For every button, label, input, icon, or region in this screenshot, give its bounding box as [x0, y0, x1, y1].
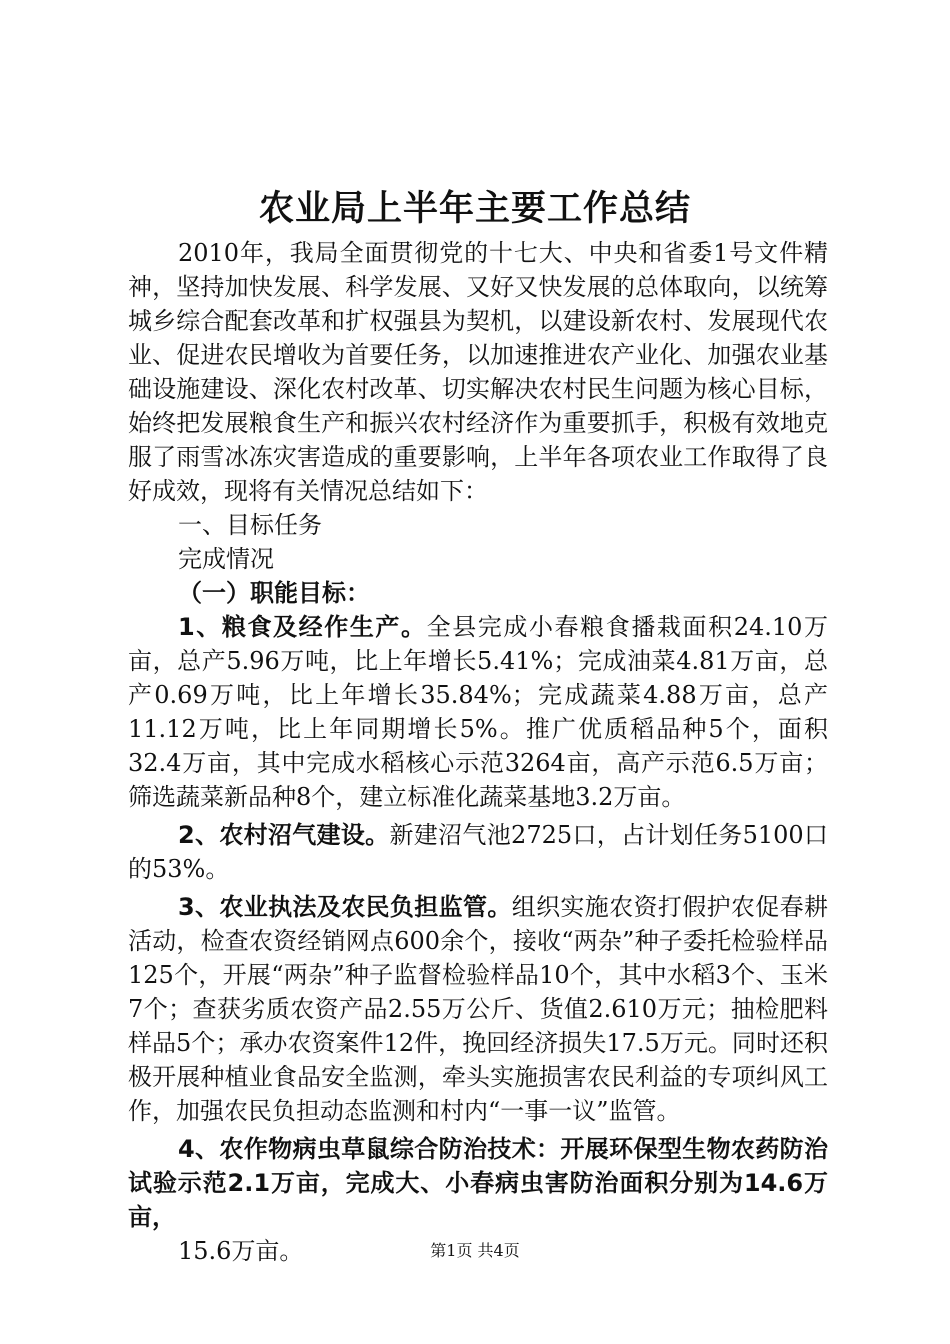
item-lead-3: 3、农业执法及农民负担监管。 [178, 893, 512, 921]
document-title: 农业局上半年主要工作总结 [258, 189, 691, 229]
item-paragraph-3 [128, 890, 828, 1128]
item-body-2: 新建沼气池2725口，占计划任务5100口的53%。 [128, 821, 829, 883]
item-paragraph-4-tail: 15.6万亩。 [178, 1237, 304, 1265]
item-lead-1: 1、粮食及经作生产。 [178, 613, 427, 641]
section1-subheading: 完成情况 [178, 545, 274, 573]
sub1-heading: （一）职能目标： [178, 579, 370, 607]
document-body [128, 236, 828, 1268]
item-body-3: 组织实施农资打假护农促春耕活动，检查农资经销网点600余个，接收“两杂”种子委托检验样品125个，开展“两杂”种子监督检验样品10个，其中水稻3个、玉米7个；查获劣质农资产品2.55万公斤、货值2.610万元；抽检肥料样品5个；承办农资案件12件，挽回经济损失17.5万元。同时还积极开展种植业食品安全监测，牵头实施损害农民利益的专项纠风工作，加强农民负担动态监测和村内“一事一议”监管。 [128, 893, 829, 1125]
item-lead-2: 2、农村沼气建设。 [178, 821, 390, 849]
section1-heading: 一、目标任务 [178, 511, 322, 539]
intro-paragraph: 2010年，我局全面贯彻党的十七大、中央和省委1号文件精神，坚持加快发展、科学发展、又好又快发展的总体取向，以统筹城乡综合配套改革和扩权强县为契机，以建设新农村、发展现代农业、促进农民增收为首要任务，以加速推进农产业化、加强农业基础设施建设、深化农村改革、切实解决农村民生问题为核心目标，始终把发展粮食生产和振兴农村经济作为重要抓手，积极有效地克服了雨雪冰冻灾害造成的重要影响，上半年各项农业工作取得了良好成效，现将有关情况总结如下： [128, 239, 828, 505]
item-body-1: 全县完成小春粮食播栽面积24.10万亩，总产5.96万吨，比上年增长5.41%；完成油菜4.81万亩，总产0.69万吨，比上年增长35.84%；完成蔬菜4.88万亩，总产11.12万吨，比上年同期增长5%。推广优质稻品种5个，面积32.4万亩，其中完成水稻核心示范3264亩，高产示范6.5万亩；筛选蔬菜新品种8个，建立标准化蔬菜基地3.2万亩。 [128, 613, 828, 811]
item-paragraph-4: 4、农作物病虫草鼠综合防治技术：开展环保型生物农药防治试验示范2.1万亩，完成大、小春病虫害防治面积分别为14.6万亩， [128, 1135, 828, 1231]
item-paragraph-1 [128, 610, 828, 814]
page-footer: 第1页 共4页 [430, 1241, 520, 1260]
item-paragraph-2 [128, 818, 828, 886]
